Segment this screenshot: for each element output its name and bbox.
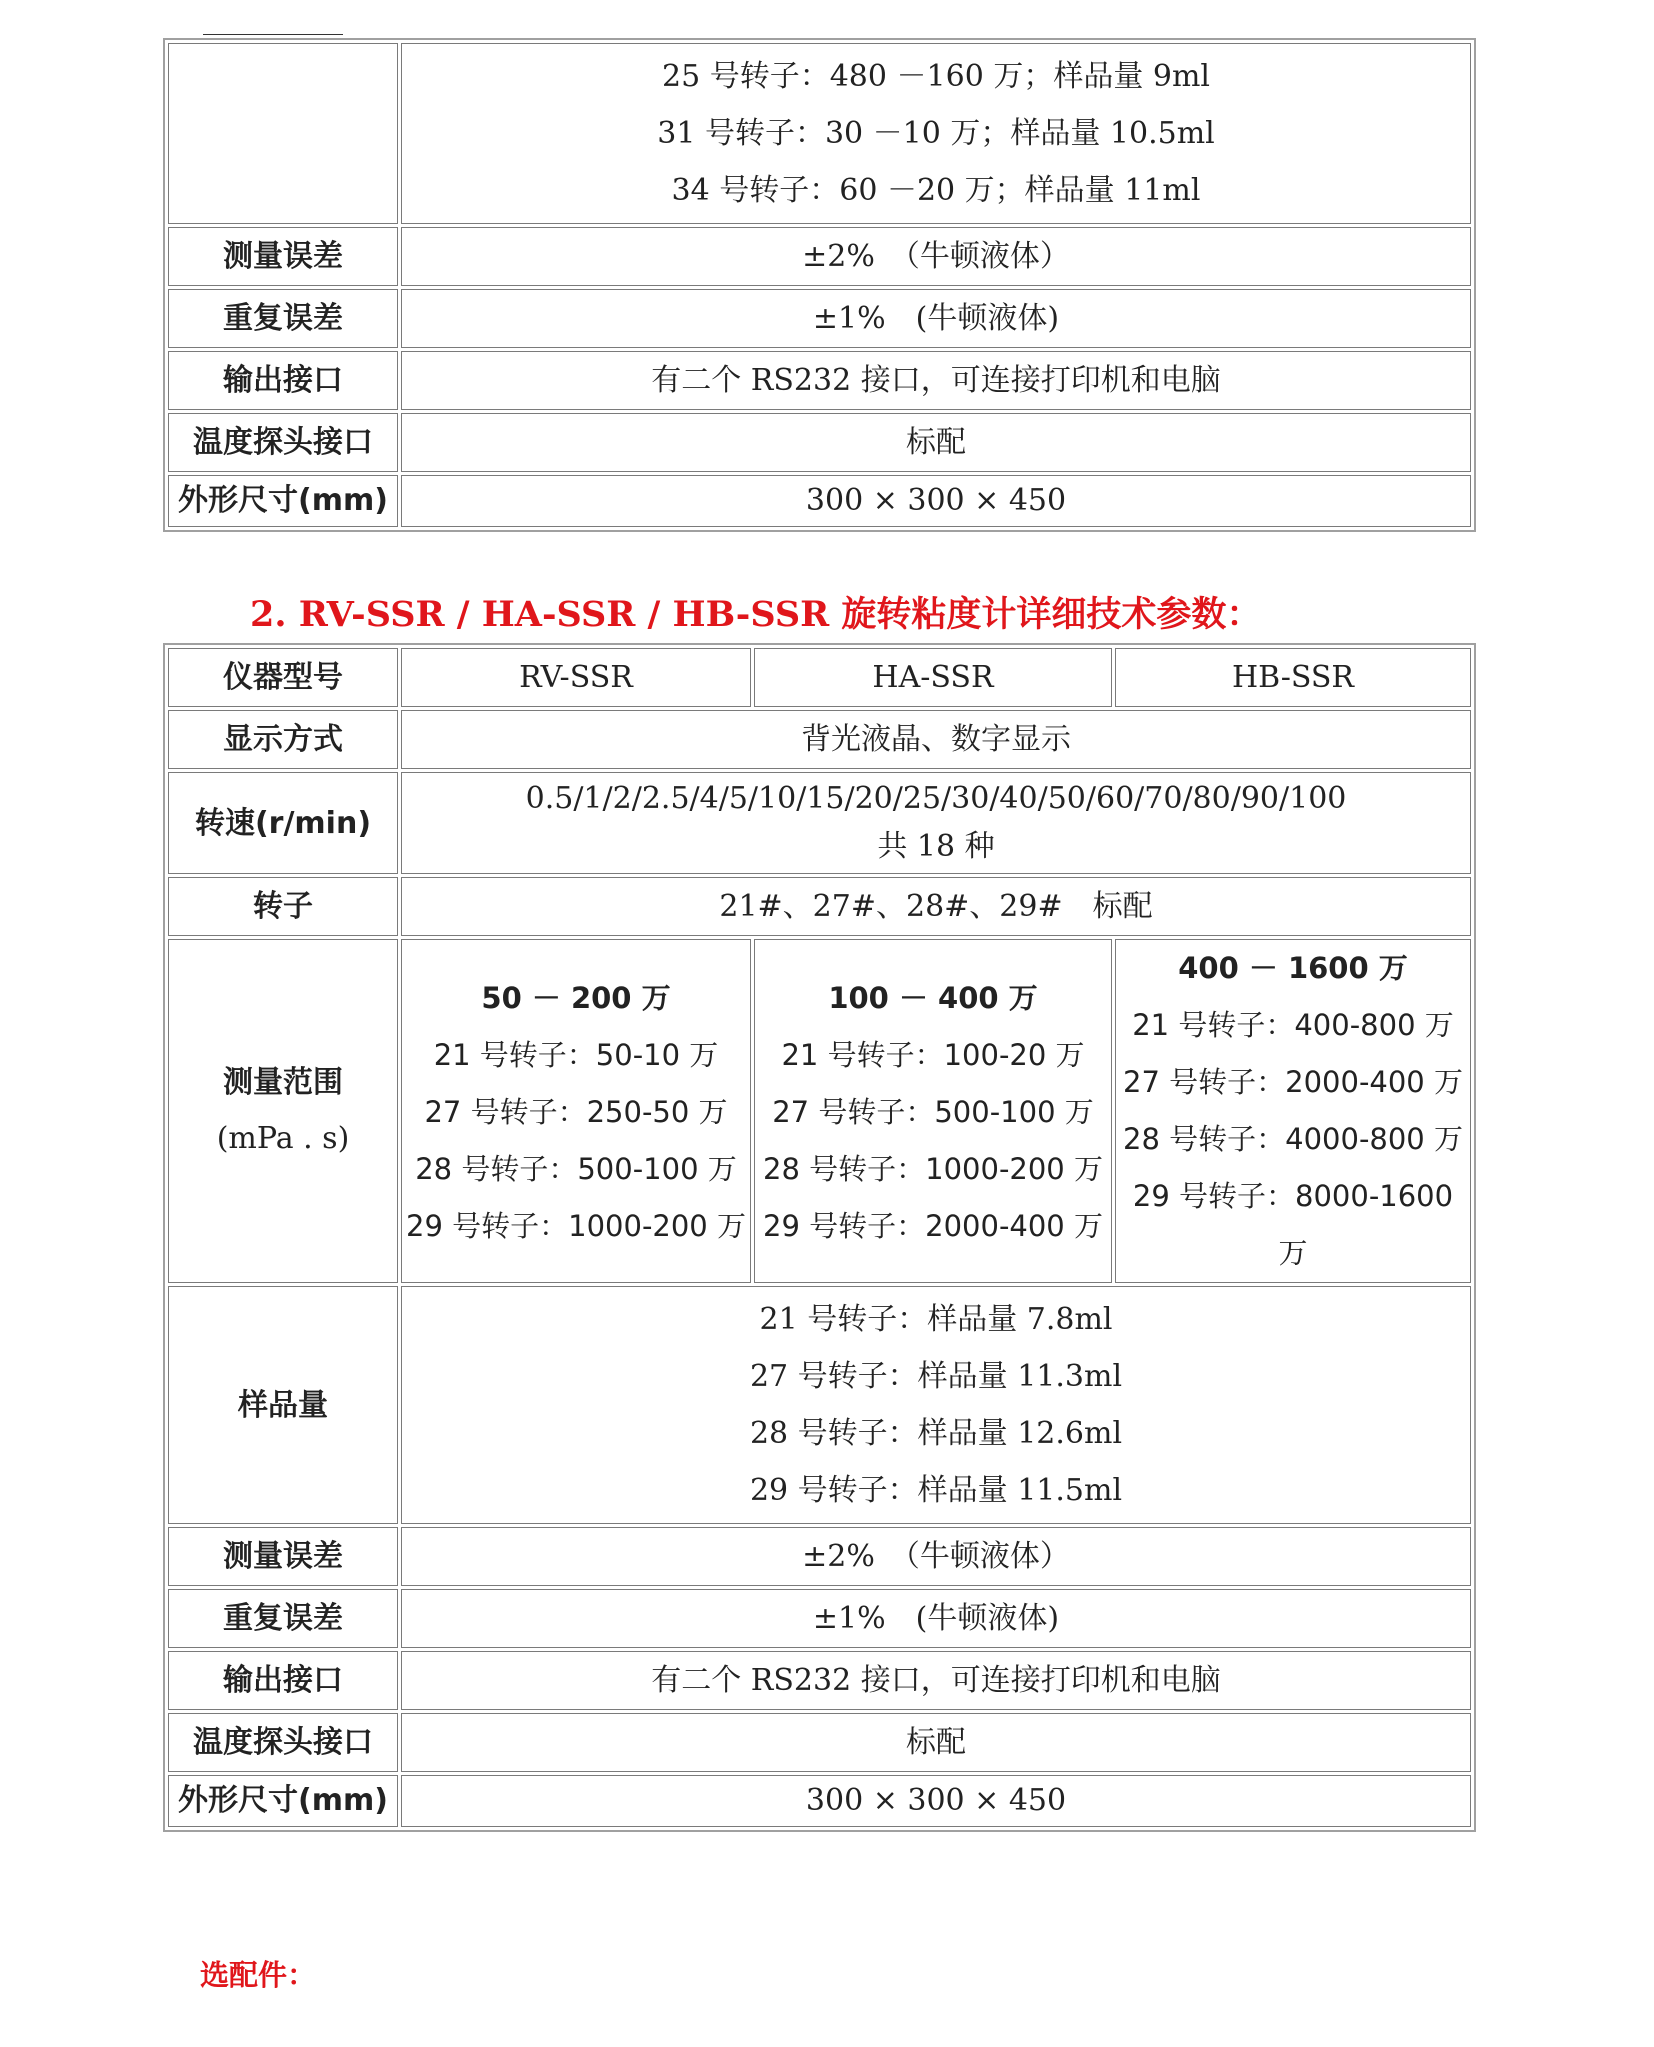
range-cell-ha bbox=[754, 939, 1112, 1283]
rotor-line: 34 号转子：60 －20 万；样品量 11ml bbox=[671, 173, 1201, 208]
row-value: 21#、27#、28#、29# 标配 bbox=[401, 877, 1471, 936]
sample-line: 21 号转子：样品量 7.8ml bbox=[759, 1302, 1113, 1337]
sample-line: 29 号转子：样品量 11.5ml bbox=[749, 1473, 1123, 1508]
row-value: 有二个 RS232 接口，可连接打印机和电脑 bbox=[401, 1651, 1471, 1710]
spec-table-ssr bbox=[163, 643, 1476, 1832]
range-line: 28 号转子：500-100 万 bbox=[415, 1151, 737, 1186]
model-ha-ssr: HA-SSR bbox=[754, 648, 1112, 707]
table-row bbox=[168, 227, 1471, 286]
table-row bbox=[168, 1286, 1471, 1524]
range-line: 万 bbox=[1278, 1236, 1308, 1270]
row-label: 转速(r/min) bbox=[168, 772, 398, 874]
spec-table-continued bbox=[163, 38, 1476, 532]
table-row bbox=[168, 877, 1471, 936]
options-label: 选配件： bbox=[200, 1958, 317, 1992]
range-line: 29 号转子：1000-200 万 bbox=[406, 1208, 746, 1243]
sample-line: 27 号转子：样品量 11.3ml bbox=[749, 1359, 1123, 1394]
table-row bbox=[168, 1651, 1471, 1710]
row-label: 温度探头接口 bbox=[168, 1713, 398, 1772]
row-value: 300 × 300 × 450 bbox=[401, 475, 1471, 527]
row-value: ±2% （牛顿液体） bbox=[401, 1527, 1471, 1586]
row-value: 标配 bbox=[401, 1713, 1471, 1772]
range-cell-hb bbox=[1115, 939, 1471, 1283]
row-label: 输出接口 bbox=[168, 351, 398, 410]
rotor-range-cell bbox=[401, 43, 1471, 224]
range-head: 400 － 1600 万 bbox=[1178, 951, 1408, 985]
row-value: 标配 bbox=[401, 413, 1471, 472]
row-value: 背光液晶、数字显示 bbox=[401, 710, 1471, 769]
row-value: ±1% (牛顿液体) bbox=[401, 289, 1471, 348]
table-row bbox=[168, 1589, 1471, 1648]
row-label: 外形尺寸(mm) bbox=[168, 475, 398, 527]
section-heading bbox=[250, 587, 1261, 637]
table-row bbox=[168, 1527, 1471, 1586]
row-label: 测量误差 bbox=[168, 227, 398, 286]
speed-count: 共 18 种 bbox=[877, 829, 995, 864]
table-row bbox=[168, 1713, 1471, 1772]
empty-label-cell bbox=[168, 43, 398, 224]
table-row bbox=[168, 43, 1471, 224]
table-row bbox=[168, 710, 1471, 769]
row-label bbox=[168, 939, 398, 1283]
range-unit: (mPa . s) bbox=[216, 1121, 350, 1156]
heading-models: 2. RV-SSR / HA-SSR / HB-SSR bbox=[250, 594, 830, 635]
range-line: 27 号转子：250-50 万 bbox=[424, 1094, 728, 1129]
range-line: 28 号转子：4000-800 万 bbox=[1123, 1122, 1463, 1156]
row-label: 转子 bbox=[168, 877, 398, 936]
range-cell-rv bbox=[401, 939, 751, 1283]
range-line: 29 号转子：2000-400 万 bbox=[763, 1208, 1103, 1243]
range-line: 27 号转子：500-100 万 bbox=[772, 1094, 1094, 1129]
top-rule bbox=[203, 34, 343, 35]
range-head: 100 － 400 万 bbox=[828, 980, 1038, 1015]
speed-list: 0.5/1/2/2.5/4/5/10/15/20/25/30/40/50/60/70/80/90/100 bbox=[525, 781, 1347, 816]
model-hb-ssr: HB-SSR bbox=[1115, 648, 1471, 707]
rotor-line: 25 号转子：480 －160 万；样品量 9ml bbox=[662, 59, 1210, 94]
row-value: ±1% (牛顿液体) bbox=[401, 1589, 1471, 1648]
range-line: 21 号转子：100-20 万 bbox=[781, 1037, 1085, 1072]
range-label: 测量范围 bbox=[223, 1065, 343, 1100]
rotor-line: 31 号转子：30 －10 万；样品量 10.5ml bbox=[657, 116, 1215, 151]
table-row bbox=[168, 1775, 1471, 1827]
table-row bbox=[168, 648, 1471, 707]
range-head: 50 － 200 万 bbox=[481, 980, 671, 1015]
row-label: 输出接口 bbox=[168, 1651, 398, 1710]
row-value: 300 × 300 × 450 bbox=[401, 1775, 1471, 1827]
row-value: ±2% （牛顿液体） bbox=[401, 227, 1471, 286]
range-line: 21 号转子：400-800 万 bbox=[1132, 1008, 1454, 1042]
table-row bbox=[168, 413, 1471, 472]
table-row bbox=[168, 289, 1471, 348]
table-row bbox=[168, 351, 1471, 410]
row-label: 样品量 bbox=[168, 1286, 398, 1524]
row-label: 测量误差 bbox=[168, 1527, 398, 1586]
row-label: 显示方式 bbox=[168, 710, 398, 769]
table-row bbox=[168, 772, 1471, 874]
speed-values-cell bbox=[401, 772, 1471, 874]
range-line: 29 号转子：8000-1600 bbox=[1132, 1179, 1454, 1213]
heading-title: 旋转粘度计详细技术参数： bbox=[841, 595, 1262, 635]
sample-volume-cell bbox=[401, 1286, 1471, 1524]
row-label: 仪器型号 bbox=[168, 648, 398, 707]
table-row bbox=[168, 475, 1471, 527]
row-label: 外形尺寸(mm) bbox=[168, 1775, 398, 1827]
row-value: 有二个 RS232 接口，可连接打印机和电脑 bbox=[401, 351, 1471, 410]
row-label: 重复误差 bbox=[168, 289, 398, 348]
row-label: 重复误差 bbox=[168, 1589, 398, 1648]
row-label: 温度探头接口 bbox=[168, 413, 398, 472]
table-row bbox=[168, 939, 1471, 1283]
range-line: 27 号转子：2000-400 万 bbox=[1123, 1065, 1463, 1099]
range-line: 28 号转子：1000-200 万 bbox=[763, 1151, 1103, 1186]
model-rv-ssr: RV-SSR bbox=[401, 648, 751, 707]
sample-line: 28 号转子：样品量 12.6ml bbox=[749, 1416, 1123, 1451]
range-line: 21 号转子：50-10 万 bbox=[433, 1037, 719, 1072]
